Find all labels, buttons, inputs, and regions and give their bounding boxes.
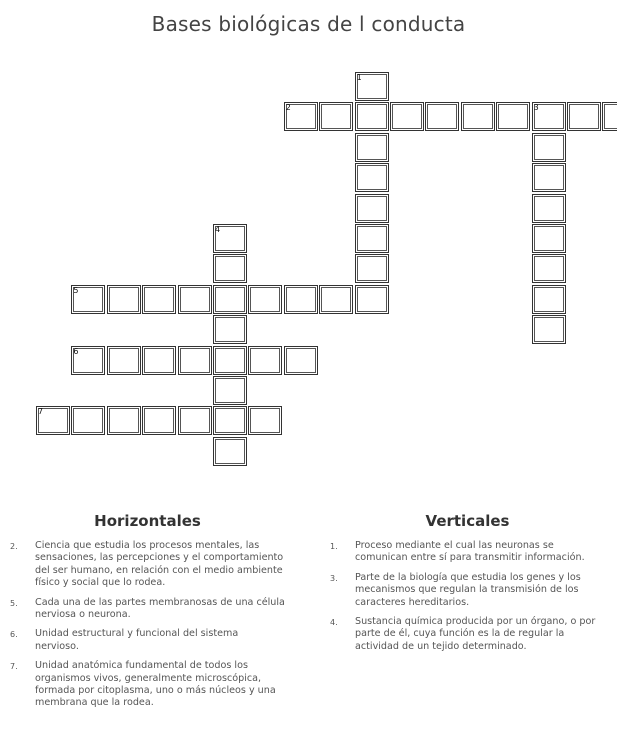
clue-number: 2 — [285, 103, 291, 113]
vertical-clues — [330, 512, 605, 660]
clue-number: 3 — [533, 103, 539, 113]
crossword-cell[interactable] — [107, 285, 141, 314]
crossword-cell[interactable] — [71, 285, 105, 314]
crossword-cell[interactable] — [213, 224, 247, 253]
crossword-cell[interactable] — [355, 163, 389, 192]
crossword-cell[interactable] — [213, 346, 247, 375]
clue-number: 4 — [215, 225, 221, 234]
clue-item — [10, 628, 285, 653]
crossword-cell[interactable] — [461, 102, 495, 131]
crossword-cell[interactable] — [213, 315, 247, 344]
clue-item — [10, 660, 285, 710]
crossword-cell[interactable] — [284, 285, 318, 314]
clue-item — [330, 572, 605, 609]
crossword-cell[interactable] — [248, 285, 282, 314]
clue-item-text: Parte de la biología que estudia los genes y los mecanismos que regulan la transmisión de los caracteres hereditarios. — [355, 571, 581, 608]
crossword-cell[interactable] — [355, 194, 389, 223]
crossword-cell[interactable] — [71, 346, 105, 375]
clue-item-text: Ciencia que estudia los procesos mentales, las sensaciones, las percepciones y el comportamiento del ser humano, en relación con el medio ambiente físico y social que lo rodea. — [35, 540, 284, 589]
crossword-cell[interactable] — [213, 285, 247, 314]
crossword-cell[interactable] — [178, 406, 212, 435]
crossword-cell[interactable] — [355, 102, 389, 131]
clue-item-number: 3. — [330, 573, 338, 583]
crossword-cell[interactable] — [567, 102, 601, 131]
crossword-cell[interactable] — [213, 376, 247, 405]
crossword-cell[interactable] — [71, 406, 105, 435]
clue-item-number: 5. — [10, 598, 18, 608]
crossword-cell[interactable] — [532, 254, 566, 283]
vertical-heading: Verticales — [425, 512, 510, 530]
crossword-cell[interactable] — [36, 406, 70, 435]
clue-item — [10, 597, 285, 622]
crossword-cell[interactable] — [390, 102, 424, 131]
crossword-cell[interactable] — [425, 102, 459, 131]
clue-item-text: Proceso mediante el cual las neuronas se comunican entre sí para transmitir información. — [355, 540, 585, 564]
crossword-cell[interactable] — [532, 315, 566, 344]
clue-number: 5 — [73, 285, 79, 295]
clue-item-text: Cada una de las partes membranosas de una célula nerviosa o neurona. — [35, 596, 285, 621]
clue-item — [10, 540, 285, 590]
clue-number: 1 — [356, 73, 362, 82]
crossword-cell[interactable] — [532, 102, 566, 131]
crossword-cell[interactable] — [602, 102, 617, 131]
horizontal-heading: Horizontales — [94, 512, 201, 530]
crossword-cell[interactable] — [532, 224, 566, 253]
clue-item-text: Unidad anatómica fundamental de todos los organismos vivos, generalmente microscópica, formada por citoplasma, uno o más núcleos y una membrana que la rodea. — [35, 660, 276, 709]
horizontal-clues — [10, 512, 285, 717]
clue-item-text: Unidad estructural y funcional del sistema nervioso. — [35, 628, 239, 652]
clue-item-number: 4. — [330, 618, 338, 628]
clue-item-number: 7. — [10, 662, 18, 672]
clue-item — [330, 616, 605, 653]
crossword-cell[interactable] — [319, 102, 353, 131]
crossword-cell[interactable] — [142, 406, 176, 435]
clue-item-text: Sustancia química producida por un órgano, o por parte de él, cuya función es la de regular la actividad de un tejido determinado. — [355, 616, 596, 652]
crossword-cell[interactable] — [284, 346, 318, 375]
page-title: Bases biológicas de l conducta — [151, 12, 466, 36]
crossword-cell[interactable] — [213, 406, 247, 435]
crossword-cell[interactable] — [355, 285, 389, 314]
crossword-cell[interactable] — [532, 194, 566, 223]
clue-item — [330, 540, 605, 565]
crossword-cell[interactable] — [107, 346, 141, 375]
crossword-cell[interactable] — [355, 72, 389, 101]
crossword-cell[interactable] — [107, 406, 141, 435]
clue-number: 6 — [73, 346, 79, 356]
crossword-cell[interactable] — [248, 406, 282, 435]
crossword-cell[interactable] — [142, 346, 176, 375]
crossword-cell[interactable] — [355, 133, 389, 162]
clue-item-number: 1. — [330, 542, 338, 551]
crossword-cell[interactable] — [319, 285, 353, 314]
crossword-cell[interactable] — [178, 346, 212, 375]
clue-item-number: 2. — [10, 542, 18, 551]
clue-item-number: 6. — [10, 630, 18, 640]
crossword-cell[interactable] — [284, 102, 318, 131]
crossword-cell[interactable] — [532, 133, 566, 162]
crossword-cell[interactable] — [532, 285, 566, 314]
crossword-cell[interactable] — [248, 346, 282, 375]
crossword-cell[interactable] — [178, 285, 212, 314]
crossword-cell[interactable] — [213, 254, 247, 283]
crossword-cell[interactable] — [142, 285, 176, 314]
crossword-cell[interactable] — [532, 163, 566, 192]
crossword-cell[interactable] — [496, 102, 530, 131]
crossword-cell[interactable] — [355, 254, 389, 283]
crossword-cell[interactable] — [213, 437, 247, 466]
crossword-cell[interactable] — [355, 224, 389, 253]
clue-number: 7 — [38, 407, 44, 417]
